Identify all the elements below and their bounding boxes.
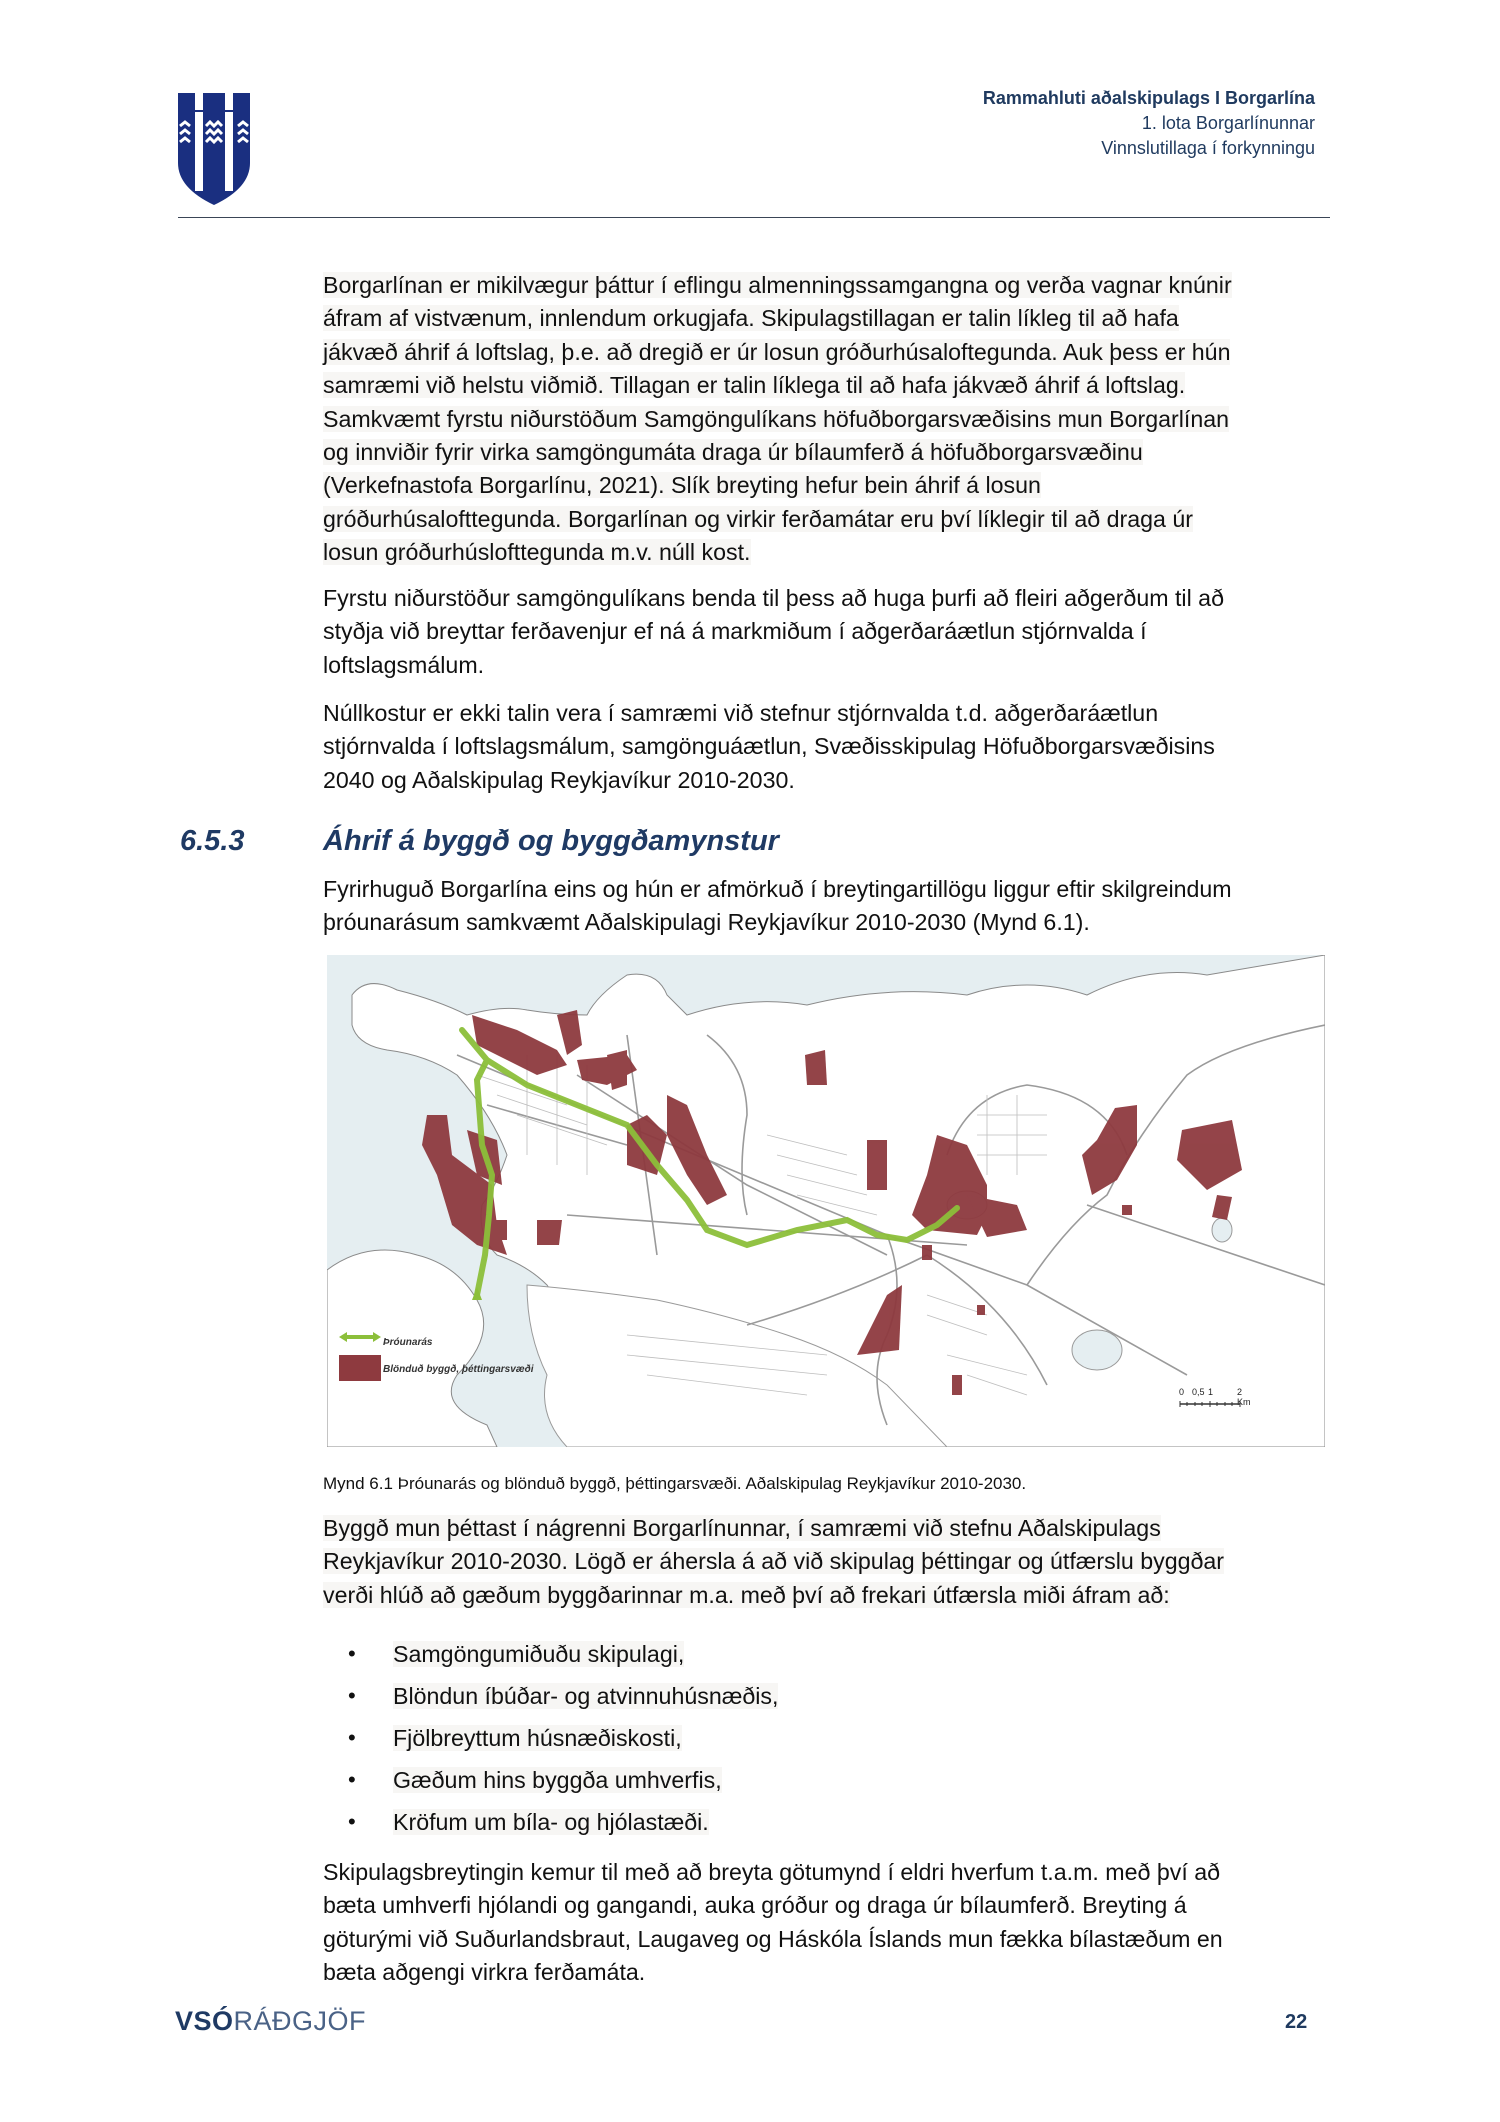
mixed-development-legend-swatch: [339, 1355, 381, 1381]
text-line: bæta aðgengi virkra ferðamáta.: [323, 1959, 646, 1986]
text-line: verði hlúð að gæðum byggðarinnar m.a. með því að frekari útfærsla miði áfram að:: [323, 1581, 1170, 1608]
section-title: Áhrif á byggð og byggðamynstur: [323, 825, 779, 857]
text-line: Núllkostur er ekki talin vera í samræmi við stefnur stjórnvalda t.d. aðgerðaráætlun: [323, 700, 1159, 726]
list-item-text: Kröfum um bíla- og hjólastæði.: [393, 1809, 709, 1835]
text-line: og innviðir fyrir virka samgöngumáta draga úr bílaumferð á höfuðborgarsvæðinu: [323, 439, 1143, 466]
paragraph-climate: [323, 269, 1333, 570]
paragraph-densification: [323, 1512, 1333, 1612]
text-line: 2040 og Aðalskipulag Reykjavíkur 2010-2030.: [323, 766, 795, 793]
list-item-text: Fjölbreyttum húsnæðiskosti,: [393, 1725, 682, 1751]
scale-label: 1: [1208, 1387, 1214, 1397]
document-header: [983, 86, 1315, 161]
paragraph-model-results: [323, 582, 1333, 682]
text-line: styðja við breyttar ferðavenjur ef ná á markmiðum í aðgerðaráætlun stjórnvalda í: [323, 618, 1147, 645]
text-line: Reykjavíkur 2010-2030. Lögð er áhersla á að við skipulag þéttingar og útfærslu byggðar: [323, 1548, 1224, 1575]
brand-light: RÁÐGJÖF: [233, 2006, 367, 2036]
text-line: áfram af vistvænum, innlendum orkugjafa. Skipulagstillagan er talin líkleg til að hafa: [323, 305, 1179, 332]
development-axis-legend-swatch: [339, 1329, 381, 1339]
bullet-list: [300, 1633, 1310, 1843]
list-item: [300, 1675, 1310, 1717]
text-line: Samkvæmt fyrstu niðurstöðum Samgöngulíkans höfuðborgarsvæðisins mun Borgarlínan: [323, 405, 1230, 432]
document-title: Rammahluti aðalskipulags I Borgarlína: [982, 88, 1315, 108]
mixed-development-legend-label: Blönduð byggð, þéttingarsvæði: [383, 1364, 534, 1375]
document-status: Vinnslutillaga í forkynningu: [1101, 138, 1315, 158]
list-item: [300, 1801, 1310, 1843]
text-line: Skipulagsbreytingin kemur til með að breyta götumynd í eldri hverfum t.a.m. með því að: [323, 1859, 1220, 1885]
list-item-text: Samgöngumiðuðu skipulagi,: [393, 1641, 685, 1667]
text-line: bæta umhverfi hjólandi og gangandi, auka gróður og draga úr bílaumferð. Breyting á: [323, 1892, 1187, 1919]
reykjavik-coat-of-arms-icon: [178, 93, 250, 205]
scale-label: 0,5: [1192, 1387, 1205, 1397]
development-axis-legend-label: Þróunarás: [383, 1337, 433, 1348]
text-line: loftslagsmálum.: [323, 651, 485, 678]
list-item-text: Gæðum hins byggða umhverfis,: [393, 1767, 722, 1793]
map-scale-bar: [1179, 1387, 1249, 1417]
list-item-text: Blöndun íbúðar- og atvinnuhúsnæðis,: [393, 1683, 779, 1709]
text-line: stjórnvalda í loftslagsmálum, samgönguáætlun, Svæðisskipulag Höfuðborgarsvæðisins: [323, 733, 1215, 760]
text-line: losun gróðurhúslofttegunda m.v. núll kost.: [323, 539, 751, 566]
list-item: [300, 1717, 1310, 1759]
text-line: göturými við Suðurlandsbraut, Laugaveg og Háskóla Íslands mun fækka bílastæðum en: [323, 1925, 1223, 1952]
list-item: [300, 1633, 1310, 1675]
text-line: Byggð mun þéttast í nágrenni Borgarlínunnar, í samræmi við stefnu Aðalskipulags: [323, 1515, 1161, 1541]
text-line: samræmi við helstu viðmið. Tillagan er talin líklega til að hafa jákvæð áhrif á loftslag.: [323, 372, 1186, 399]
figure-caption: Mynd 6.1 Þróunarás og blönduð byggð, þéttingarsvæði. Aðalskipulag Reykjavíkur 2010-2030.: [323, 1474, 1027, 1493]
vso-radgjof-logo: [175, 2006, 366, 2037]
brand-bold: VSÓ: [175, 2006, 234, 2036]
header-divider: [178, 217, 1330, 218]
text-line: jákvæð áhrif á loftslag, þ.e. að dregið er úr losun gróðurhúsaloftegunda. Auk þess er hún: [323, 338, 1231, 365]
map-legend: [337, 1327, 637, 1397]
scale-label: 0: [1179, 1387, 1185, 1397]
text-line: (Verkefnastofa Borgarlínu, 2021). Slík breyting hefur bein áhrif á losun: [323, 472, 1041, 499]
section-number: 6.5.3: [180, 825, 245, 857]
page-number: 22: [1285, 2011, 1308, 2033]
section-intro: [323, 873, 1333, 940]
list-item: [300, 1759, 1310, 1801]
text-line: Fyrstu niðurstöður samgöngulíkans benda til þess að huga þurfi að fleiri aðgerðum til að: [323, 585, 1224, 611]
paragraph-null-option: [323, 697, 1333, 797]
paragraph-streetscape: [323, 1856, 1333, 1990]
development-axis-map: [327, 955, 1325, 1447]
text-line: gróðurhúsalofttegunda. Borgarlínan og virkir ferðamátar eru því líklegir til að draga úr: [323, 505, 1193, 532]
document-subtitle: 1. lota Borgarlínunnar: [1141, 113, 1315, 133]
text-line: þróunarásum samkvæmt Aðalskipulagi Reykjavíkur 2010-2030 (Mynd 6.1).: [323, 909, 1090, 936]
text-line: Borgarlínan er mikilvægur þáttur í eflingu almenningssamgangna og verða vagnar knúnir: [323, 272, 1232, 298]
scale-label: 2 Km: [1237, 1387, 1251, 1407]
text-line: Fyrirhuguð Borgarlína eins og hún er afmörkuð í breytingartillögu liggur eftir skilgreindum: [323, 876, 1232, 902]
